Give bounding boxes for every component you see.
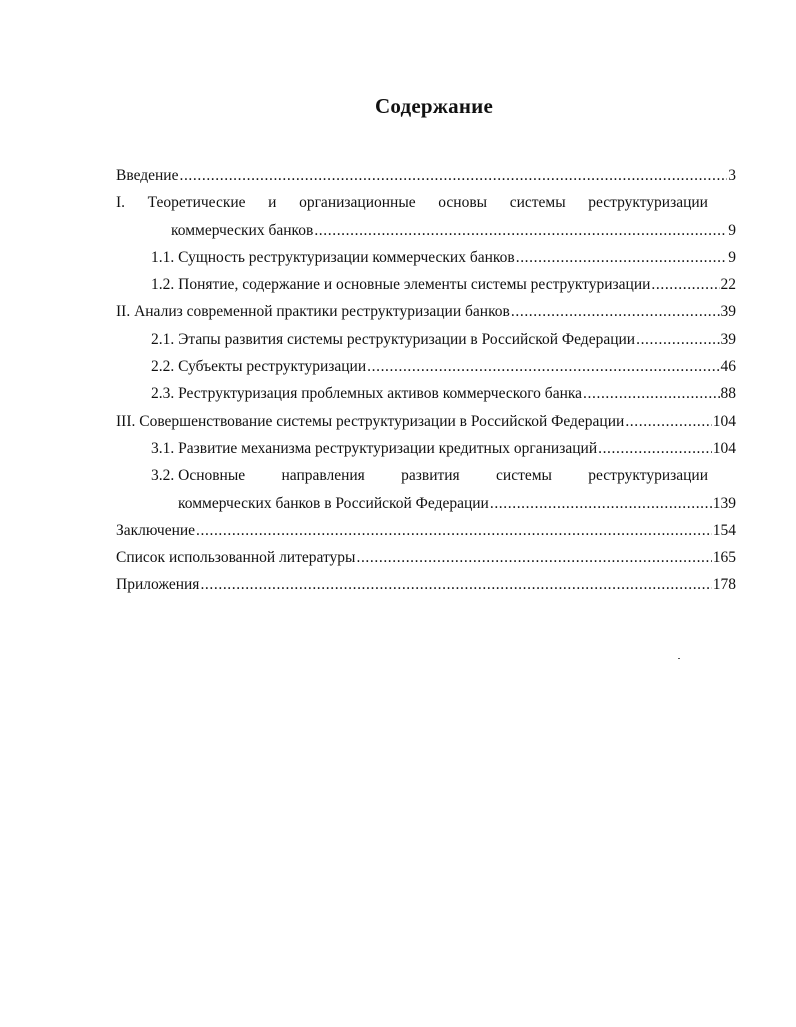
toc-entry-text: коммерческих банков [171,221,314,239]
toc-entry-text: 1.1. Сущность реструктуризации коммерческих банков [151,248,515,266]
toc-page-number: 22 [720,276,736,294]
toc-entry-ch3 [116,408,736,435]
toc-leader-dots [179,162,727,189]
toc-entry-intro [116,162,736,189]
toc-entry-text: 2.2. Субъекты реструктуризации [151,358,367,376]
page-title: Содержание [375,94,493,118]
toc-leader-dots [200,571,711,598]
toc-entry-text: коммерческих банков в Российской Федерации [178,494,489,512]
toc-entry-text: Заключение [116,521,196,539]
toc-leader-dots [625,408,711,435]
toc-page-number: 88 [720,385,736,403]
toc-entry-references [116,544,736,571]
toc-page-number: 104 [712,439,736,457]
scan-speck [678,658,680,659]
toc-entry-2-3 [116,380,736,407]
toc-word: направления [281,467,365,485]
toc-leader-dots [196,517,712,544]
toc-word: развития [401,467,460,485]
table-of-contents [116,162,736,599]
toc-page-number: 154 [712,521,736,539]
toc-page-number: 9 [728,221,736,239]
toc-leader-dots [651,271,719,298]
toc-entry-ch2 [116,298,736,325]
toc-leader-dots [598,435,712,462]
toc-leader-dots [636,326,719,353]
toc-entry-text: Введение [116,167,179,184]
toc-leader-dots [583,380,719,407]
toc-entry-ch1-line2 [116,217,736,244]
toc-page-number: 9 [728,248,736,266]
toc-leader-dots [516,244,728,271]
toc-page-number: 178 [712,576,736,594]
toc-entry-text: Приложения [116,576,200,594]
toc-word: реструктуризации [588,194,708,212]
toc-leader-dots [367,353,719,380]
toc-word: основы [438,194,488,212]
toc-page-number: 46 [720,358,736,376]
toc-entry-2-2 [116,353,736,380]
toc-page-number: 139 [712,494,736,512]
toc-entry-3-2-line1 [116,462,736,489]
toc-page-number: 39 [720,303,736,321]
toc-entry-3-2-line2 [116,490,736,517]
toc-entry-ch1-line1 [116,189,736,216]
toc-word: системы [509,194,566,212]
toc-word: организационные [299,194,416,212]
toc-entry-2-1 [116,326,736,353]
toc-entry-text: II. Анализ современной практики реструктуризации банков [116,303,510,321]
toc-word: системы [496,467,552,485]
toc-leader-dots [511,298,720,325]
toc-page-number: 39 [720,330,736,348]
toc-entry-text: 2.1. Этапы развития системы реструктуризации в Российской Федерации [151,330,636,348]
toc-entry-text: III. Совершенствование системы реструктуризации в Российской Федерации [116,412,625,430]
toc-entry-3-1 [116,435,736,462]
toc-entry-text: Список использованной литературы [116,549,356,567]
toc-word: Теоретические [147,194,246,212]
toc-entry-text: 1.2. Понятие, содержание и основные элементы системы реструктуризации [151,276,651,294]
toc-page-number: 3 [728,167,736,184]
toc-entry-1-2 [116,271,736,298]
toc-leader-dots [490,490,712,517]
toc-entry-1-1 [116,244,736,271]
toc-page-number: 104 [712,412,736,430]
toc-entry-conclusion [116,517,736,544]
toc-leader-dots [314,217,727,244]
toc-leader-dots [356,544,711,571]
toc-entry-appendices [116,571,736,598]
toc-page-number: 165 [712,549,736,567]
toc-chapter-number: I. [116,194,126,212]
toc-word: 3.2. Основные [151,467,246,485]
toc-entry-text: 3.1. Развитие механизма реструктуризации кредитных организаций [151,439,598,457]
toc-word: реструктуризации [588,467,708,485]
toc-word: и [268,194,277,212]
toc-entry-text: 2.3. Реструктуризация проблемных активов коммерческого банка [151,385,583,403]
